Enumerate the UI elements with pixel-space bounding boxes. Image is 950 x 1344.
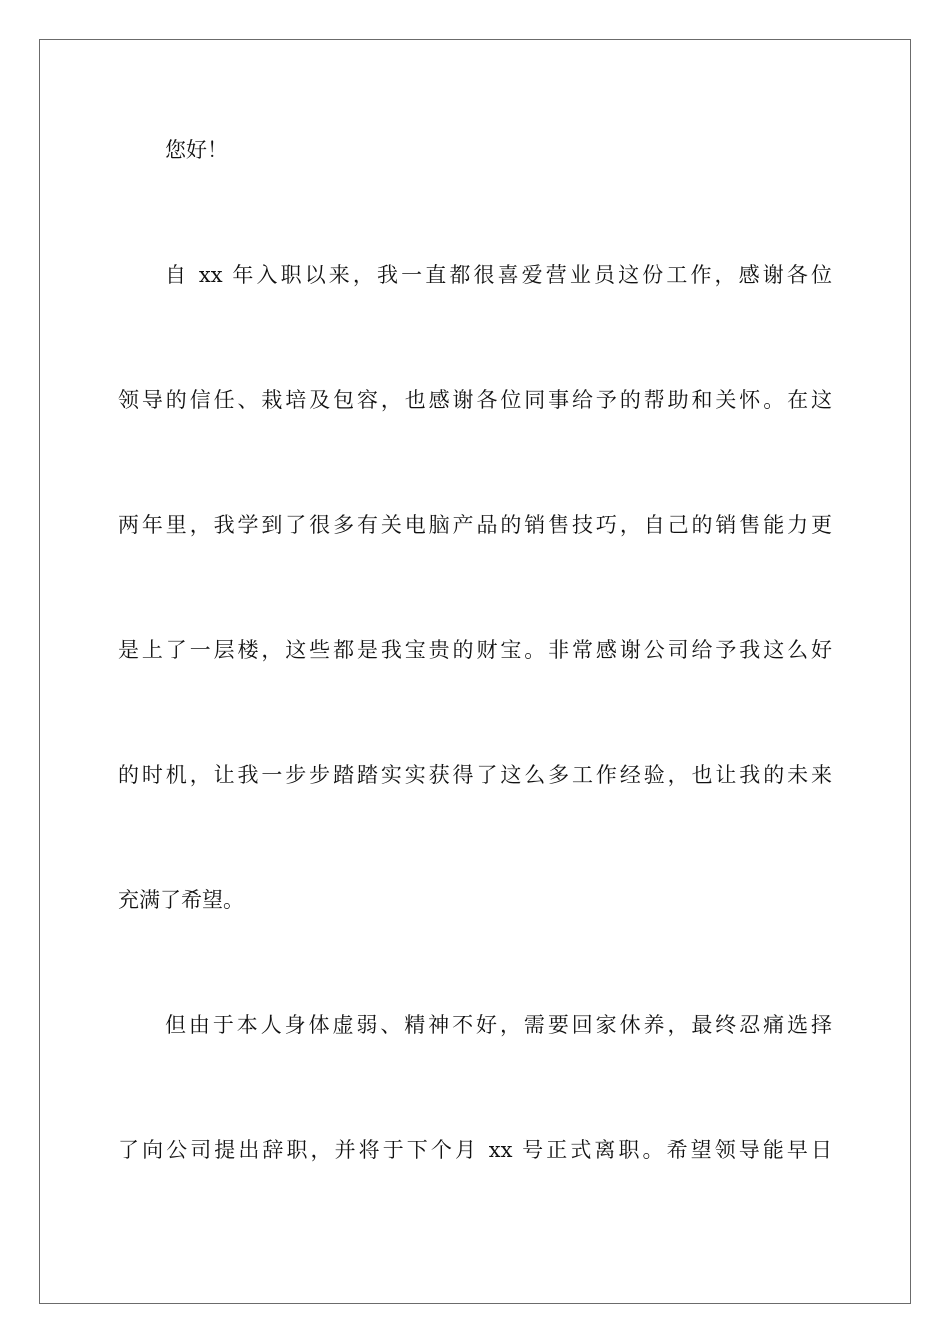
paragraph-1-line-5: 的时机，让我一步步踏踏实实获得了这么多工作经验，也让我的未来 [118,763,832,787]
page-border [39,39,911,1304]
paragraph-1-line-6: 充满了希望。 [118,888,244,912]
paragraph-1-line-2: 领导的信任、栽培及包容，也感谢各位同事给予的帮助和关怀。在这 [118,388,832,412]
greeting-line: 您好！ [165,138,228,162]
paragraph-1-line-4: 是上了一层楼，这些都是我宝贵的财宝。非常感谢公司给予我这么好 [118,638,832,662]
paragraph-2-line-2: 了向公司提出辞职，并将于下个月 xx 号正式离职。希望领导能早日 [118,1138,832,1162]
paragraph-2-line-1: 但由于本人身体虚弱、精神不好，需要回家休养，最终忍痛选择 [165,1013,832,1037]
paragraph-1-line-1: 自 xx 年入职以来，我一直都很喜爱营业员这份工作，感谢各位 [165,263,832,287]
paragraph-1-line-3: 两年里，我学到了很多有关电脑产品的销售技巧，自己的销售能力更 [118,513,832,537]
